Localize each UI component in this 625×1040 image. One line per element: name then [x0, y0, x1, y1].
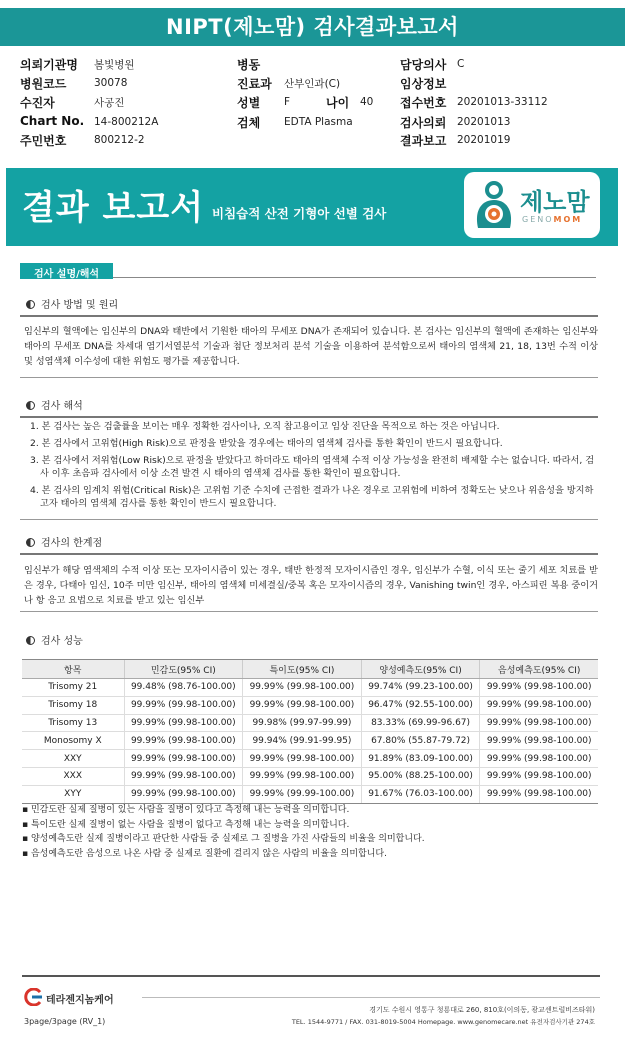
info-value: 30078	[94, 77, 128, 89]
table-cell: 96.47% (92.55-100.00)	[361, 696, 480, 714]
info-value: F	[284, 96, 291, 108]
table-cell: 99.99% (99.98-100.00)	[243, 696, 362, 714]
half-circle-bullet-icon	[26, 401, 35, 410]
half-circle-bullet-icon	[26, 538, 35, 547]
section-tag-label: 검사 설명/해석	[20, 263, 113, 279]
table-cell: 99.94% (99.91-99.95)	[243, 732, 362, 750]
info-value: 20201013	[457, 116, 511, 128]
performance-heading: 검사 성능	[26, 632, 83, 647]
table-cell: 99.99% (99.98-100.00)	[124, 785, 243, 803]
table-cell: 83.33% (69.99-96.67)	[361, 714, 480, 732]
table-cell: 99.99% (99.98-100.00)	[124, 767, 243, 785]
table-row	[22, 750, 598, 768]
list-item: 3. 본 검사에서 저위험(Low Risk)으로 판정을 받았다고 하더라도 태아의 염색체 수적 이상 가능성을 완전히 배제할 수는 없습니다. 따라서, 검사 이후 초음파 검사에서 이상 소견 발견 시 태아의 염색체 검사를 통한 확인이 필요합니다.	[30, 455, 595, 479]
table-cell: 99.99% (99.98-100.00)	[124, 714, 243, 732]
logo-subtext: GENOMOM	[522, 215, 583, 224]
info-label: 담당의사	[400, 58, 447, 72]
column-header: 양성예측도(95% CI)	[361, 660, 480, 679]
table-cell: XXX	[22, 767, 124, 785]
patient-info	[20, 54, 620, 154]
info-label: 결과보고	[400, 134, 447, 148]
banner-subtitle: 비침습적 산전 기형아 선별 검사	[212, 206, 387, 221]
table-cell: 99.48% (98.76-100.00)	[124, 679, 243, 697]
limits-heading: 검사의 한계점	[26, 534, 102, 549]
genomom-logo	[464, 172, 600, 238]
table-cell: XXY	[22, 750, 124, 768]
info-label: 검체	[237, 116, 261, 130]
note-item: ▪ 양성예측도란 실제 질병이라고 판단한 사람들 중 실제로 그 질병을 가진 사람들의 비율을 의미합니다.	[22, 834, 425, 844]
half-circle-bullet-icon	[26, 636, 35, 645]
interpret-heading: 검사 해석	[26, 397, 83, 412]
logo-text: 제노맘	[520, 188, 590, 216]
table-cell: 99.98% (99.97-99.99)	[243, 714, 362, 732]
table-cell: 99.99% (99.98-100.00)	[243, 750, 362, 768]
note-item: ▪ 민감도란 실제 질병이 있는 사람을 질병이 있다고 측정해 내는 능력을 의미합니다.	[22, 805, 350, 815]
table-row	[22, 714, 598, 732]
info-label: 병원코드	[20, 77, 67, 91]
info-label: 진료과	[237, 77, 272, 91]
info-label: 검사의뢰	[400, 116, 447, 130]
table-cell: Trisomy 13	[22, 714, 124, 732]
footer-divider	[22, 975, 600, 977]
table-cell: 99.99% (99.98-100.00)	[480, 750, 598, 768]
info-value: EDTA Plasma	[284, 116, 353, 128]
divider	[20, 377, 598, 378]
mother-baby-icon	[472, 180, 516, 230]
interpret-list	[30, 420, 598, 514]
table-cell: 99.99% (99.98-100.00)	[124, 750, 243, 768]
table-cell: 91.67% (76.03-100.00)	[361, 785, 480, 803]
age-value: 40	[360, 96, 374, 108]
info-value: 산부인과(C)	[284, 78, 341, 90]
info-value: 20201013-33112	[457, 96, 548, 108]
divider	[20, 519, 598, 520]
column-header: 음성예측도(95% CI)	[480, 660, 598, 679]
info-label: Chart No.	[20, 114, 85, 128]
company-contact: TEL. 1544-9771 / FAX. 031-8019-5004 Homepage. www.genomecare.net 유전자검사기관 274호	[291, 1018, 595, 1026]
divider	[20, 553, 598, 555]
table-cell: 99.99% (99.98-100.00)	[480, 732, 598, 750]
performance-notes	[22, 803, 598, 861]
table-row	[22, 696, 598, 714]
page-number: 3page/3page (RV_1)	[24, 1017, 106, 1026]
column-header: 특이도(95% CI)	[243, 660, 362, 679]
limits-body: 임신부가 해당 염색체의 수적 이상 또는 모자이시즘이 있는 경우, 태반 한정적 모자이시즘인 경우, 임신부가 수혈, 이식 또는 줄기 세포 치료를 받은 경우, 다태아 임신, 10주 미만 임신부, 태아의 염색체 미세결실/중복 혹은 모자이시즘의 경우, Vanishing twin인 경우, 아스피린 복용 중이거나 항 응고 요법으로 치료를 받고 있는 임신부	[24, 565, 598, 606]
info-label: 성별	[237, 96, 261, 110]
banner-title: 결과 보고서	[22, 188, 205, 228]
table-cell: 99.99% (99.98-100.00)	[243, 767, 362, 785]
company-name: 테라젠지놈케어	[46, 995, 114, 1006]
note-item: ▪ 특이도란 실제 질병이 없는 사람을 질병이 없다고 측정해 내는 능력을 의미합니다.	[22, 819, 350, 830]
divider	[20, 611, 598, 612]
table-cell: 99.99% (99.98-100.00)	[124, 696, 243, 714]
info-label: 주민번호	[20, 134, 67, 148]
half-circle-bullet-icon	[26, 300, 35, 309]
table-cell: 99.99% (99.98-100.00)	[480, 679, 598, 697]
method-heading: 검사 방법 및 원리	[26, 296, 118, 311]
table-cell: Trisomy 21	[22, 679, 124, 697]
section-tag	[20, 262, 596, 278]
age-label: 나이	[326, 96, 350, 110]
info-label: 임상정보	[400, 77, 447, 91]
table-cell: 99.99% (99.99-100.00)	[243, 785, 362, 803]
report-title: NIPT(제노맘) 검사결과보고서	[166, 15, 459, 39]
note-item: ▪ 음성예측도란 음성으로 나온 사람 중 실제로 질환에 걸리지 않은 사람의 비율을 의미합니다.	[22, 848, 387, 859]
report-title-bar	[0, 8, 625, 46]
list-item: 4. 본 검사의 임계치 위험(Critical Risk)은 고위험 기준 수치에 근접한 결과가 나온 경우로 고위험에 비하여 정확도는 낮으나 위음성을 방지하고자 태아의 염색체 검사를 통한 확인이 반드시 필요합니다.	[30, 485, 594, 509]
method-body: 임신부의 혈액에는 임신부의 DNA와 태반에서 기원한 태아의 무세포 DNA가 존재되어 있습니다. 본 검사는 임신부의 혈액에 존재하는 임신부와 태아의 무세포 DNA를 차세대 염기서열분석 기술과 첨단 정보처리 분석 기술을 이용하여 분석함으로써 태아의 염색체 21, 18, 13번 수적 이상 및 성염색체 이수성에 대한 위험도 평가를 제공합니다.	[24, 326, 598, 367]
divider	[20, 416, 598, 418]
column-header: 항목	[22, 660, 124, 679]
table-cell: 99.99% (99.98-100.00)	[480, 767, 598, 785]
list-item: 2. 본 검사에서 고위험(High Risk)으로 판정을 받았을 경우에는 태아의 염색체 검사를 통한 확인이 반드시 필요합니다.	[30, 438, 503, 449]
result-banner	[6, 168, 618, 246]
table-cell: 99.99% (99.98-100.00)	[243, 679, 362, 697]
info-label: 수진자	[20, 96, 55, 110]
performance-table	[22, 659, 598, 804]
footer-line	[142, 997, 600, 998]
company-address: 경기도 수원시 영통구 청룡대로 260, 810호(이의동, 광교센트럴비즈타워)	[369, 1006, 595, 1014]
table-cell: 67.80% (55.87-79.72)	[361, 732, 480, 750]
table-row	[22, 767, 598, 785]
info-label: 병동	[237, 58, 261, 72]
info-label: 의뢰기관명	[20, 58, 78, 72]
table-cell: 99.99% (99.98-100.00)	[480, 785, 598, 803]
table-cell: 99.74% (99.23-100.00)	[361, 679, 480, 697]
table-cell: Monosomy X	[22, 732, 124, 750]
divider	[20, 315, 598, 317]
table-row	[22, 732, 598, 750]
table-header-row	[22, 660, 598, 679]
list-item: 1. 본 검사는 높은 검출률을 보이는 매우 정확한 검사이나, 오직 참고용이고 임상 진단을 목적으로 하는 것은 아닙니다.	[30, 421, 500, 432]
info-value: 봄빛병원	[94, 59, 135, 71]
column-header: 민감도(95% CI)	[124, 660, 243, 679]
info-value: 20201019	[457, 134, 511, 146]
table-cell: 99.99% (99.98-100.00)	[480, 696, 598, 714]
info-value: 사공진	[94, 97, 125, 109]
info-value: 800212-2	[94, 134, 145, 146]
info-value: 14-800212A	[94, 116, 159, 128]
table-cell: XYY	[22, 785, 124, 803]
table-cell: 91.89% (83.09-100.00)	[361, 750, 480, 768]
table-cell: 99.99% (99.98-100.00)	[124, 732, 243, 750]
table-row	[22, 679, 598, 697]
table-cell: 99.99% (99.98-100.00)	[480, 714, 598, 732]
terragen-logo-icon	[20, 988, 44, 1006]
table-cell: 95.00% (88.25-100.00)	[361, 767, 480, 785]
info-label: 접수번호	[400, 96, 447, 110]
table-row	[22, 785, 598, 803]
table-cell: Trisomy 18	[22, 696, 124, 714]
info-value: C	[457, 58, 465, 70]
